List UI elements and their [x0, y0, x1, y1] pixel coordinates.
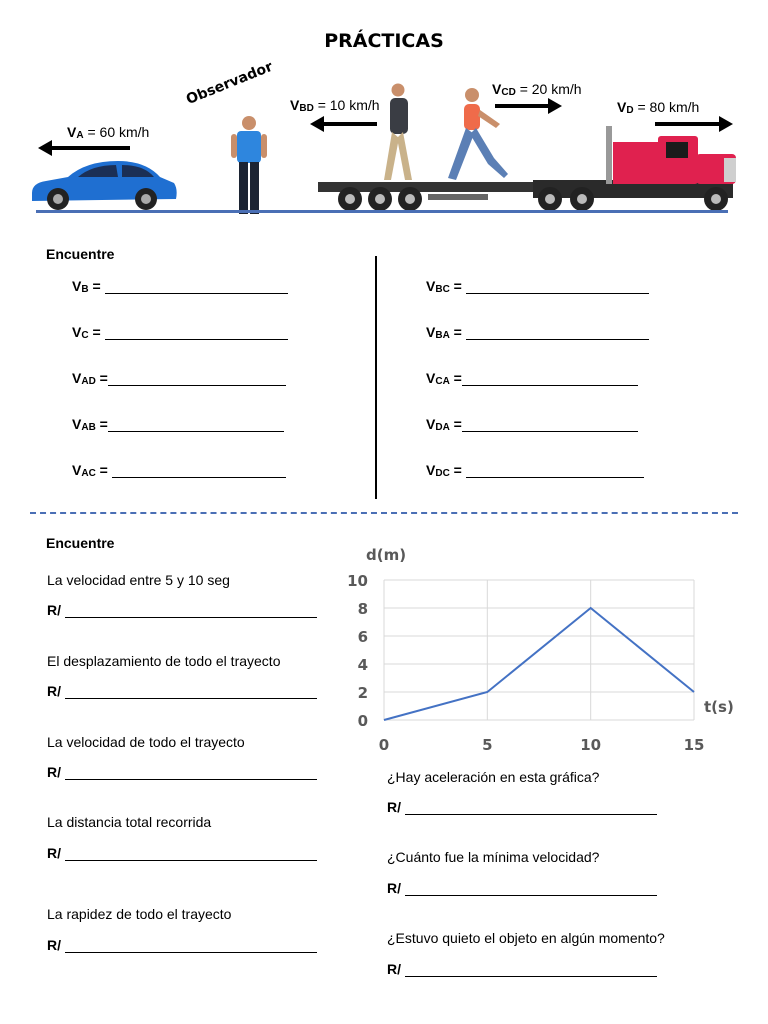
velocity-d-label: $V_D = 80$ km/h [617, 99, 700, 116]
answer-blank[interactable] [405, 962, 657, 977]
answer-blank[interactable] [65, 603, 317, 618]
section1-heading: Encuentre [46, 246, 115, 262]
car-icon [28, 155, 180, 213]
x-tick-label: 10 [580, 736, 602, 754]
distance-time-chart [340, 540, 740, 760]
section-separator [30, 512, 738, 514]
answer-right-1: R/ [387, 799, 657, 815]
answer-blank[interactable] [112, 463, 286, 478]
answer-left-3: R/ [47, 764, 317, 780]
question-right-1: ¿Hay aceleración en esta gráfica? [387, 769, 600, 785]
y-tick-label: 10 [347, 572, 368, 590]
answer-blank[interactable] [65, 684, 317, 699]
x-tick-label: 15 [683, 736, 705, 754]
page-title: PRÁCTICAS [324, 30, 444, 52]
answer-left-2: R/ [47, 683, 317, 699]
column-divider [375, 256, 377, 499]
answer-blank[interactable] [108, 371, 286, 386]
answer-row-vad: $V_{AD}$ = [72, 370, 286, 386]
answer-right-3: R/ [387, 961, 657, 977]
answer-blank[interactable] [466, 279, 649, 294]
answer-left-1: R/ [47, 602, 317, 618]
question-left-5: La rapidez de todo el trayecto [47, 906, 232, 922]
answer-row-vba: $V_{BA}$ = [426, 324, 649, 340]
answer-row-vda: $V_{DA}$ = [426, 416, 638, 432]
answer-left-4: R/ [47, 845, 317, 861]
left-arrow-icon [50, 146, 130, 150]
x-tick-label: 0 [378, 736, 390, 754]
question-left-4: La distancia total recorrida [47, 814, 212, 830]
answer-right-2: R/ [387, 880, 657, 896]
answer-blank[interactable] [105, 279, 288, 294]
velocity-cd-label: $V_{CD} = 20$ km/h [492, 81, 582, 98]
answer-row-vab: $V_{AB}$ = [72, 416, 284, 432]
question-left-2: El desplazamiento de todo el trayecto [47, 653, 281, 669]
answer-blank[interactable] [65, 846, 317, 861]
question-left-1: La velocidad entre 5 y 10 seg [47, 572, 230, 588]
walking-man-icon [376, 82, 420, 186]
x-tick-label: 5 [482, 736, 493, 754]
question-left-3: La velocidad de todo el trayecto [47, 734, 245, 750]
y-tick-label: 4 [357, 656, 368, 674]
x-axis-label: t(s) [704, 698, 734, 716]
answer-row-vbc: $V_{BC}$ = [426, 278, 649, 294]
y-tick-label: 2 [357, 684, 368, 702]
section2-heading: Encuentre [46, 535, 115, 551]
velocity-bd-label: $V_{BD} = 10$ km/h [290, 97, 380, 114]
road-line [36, 210, 728, 213]
answer-blank[interactable] [405, 800, 657, 815]
answer-blank[interactable] [108, 417, 284, 432]
answer-left-5: R/ [47, 937, 317, 953]
question-right-2: ¿Cuánto fue la mínima velocidad? [387, 849, 600, 865]
observer-person-icon [226, 114, 272, 220]
answer-blank[interactable] [466, 463, 644, 478]
answer-row-vb: $V_B$ = [72, 278, 288, 294]
y-tick-label: 0 [357, 712, 368, 730]
answer-blank[interactable] [65, 938, 317, 953]
y-tick-label: 6 [357, 628, 368, 646]
answer-blank[interactable] [405, 881, 657, 896]
answer-row-vca: $V_{CA}$ = [426, 370, 638, 386]
answer-blank[interactable] [462, 371, 638, 386]
velocity-a-label: $V_A = 60$ km/h [67, 124, 150, 141]
question-right-3: ¿Estuvo quieto el objeto en algún momento? [387, 930, 665, 946]
running-woman-icon [446, 86, 514, 184]
answer-row-vc: $V_C$ = [72, 324, 288, 340]
answer-blank[interactable] [105, 325, 288, 340]
y-axis-label: d(m) [366, 546, 407, 564]
observer-label: Observador [184, 58, 276, 108]
answer-blank[interactable] [466, 325, 649, 340]
y-tick-label: 8 [357, 600, 368, 618]
answer-row-vac: $V_{AC}$ = [72, 462, 286, 478]
answer-row-vdc: $V_{DC}$ = [426, 462, 644, 478]
answer-blank[interactable] [462, 417, 638, 432]
answer-blank[interactable] [65, 765, 317, 780]
